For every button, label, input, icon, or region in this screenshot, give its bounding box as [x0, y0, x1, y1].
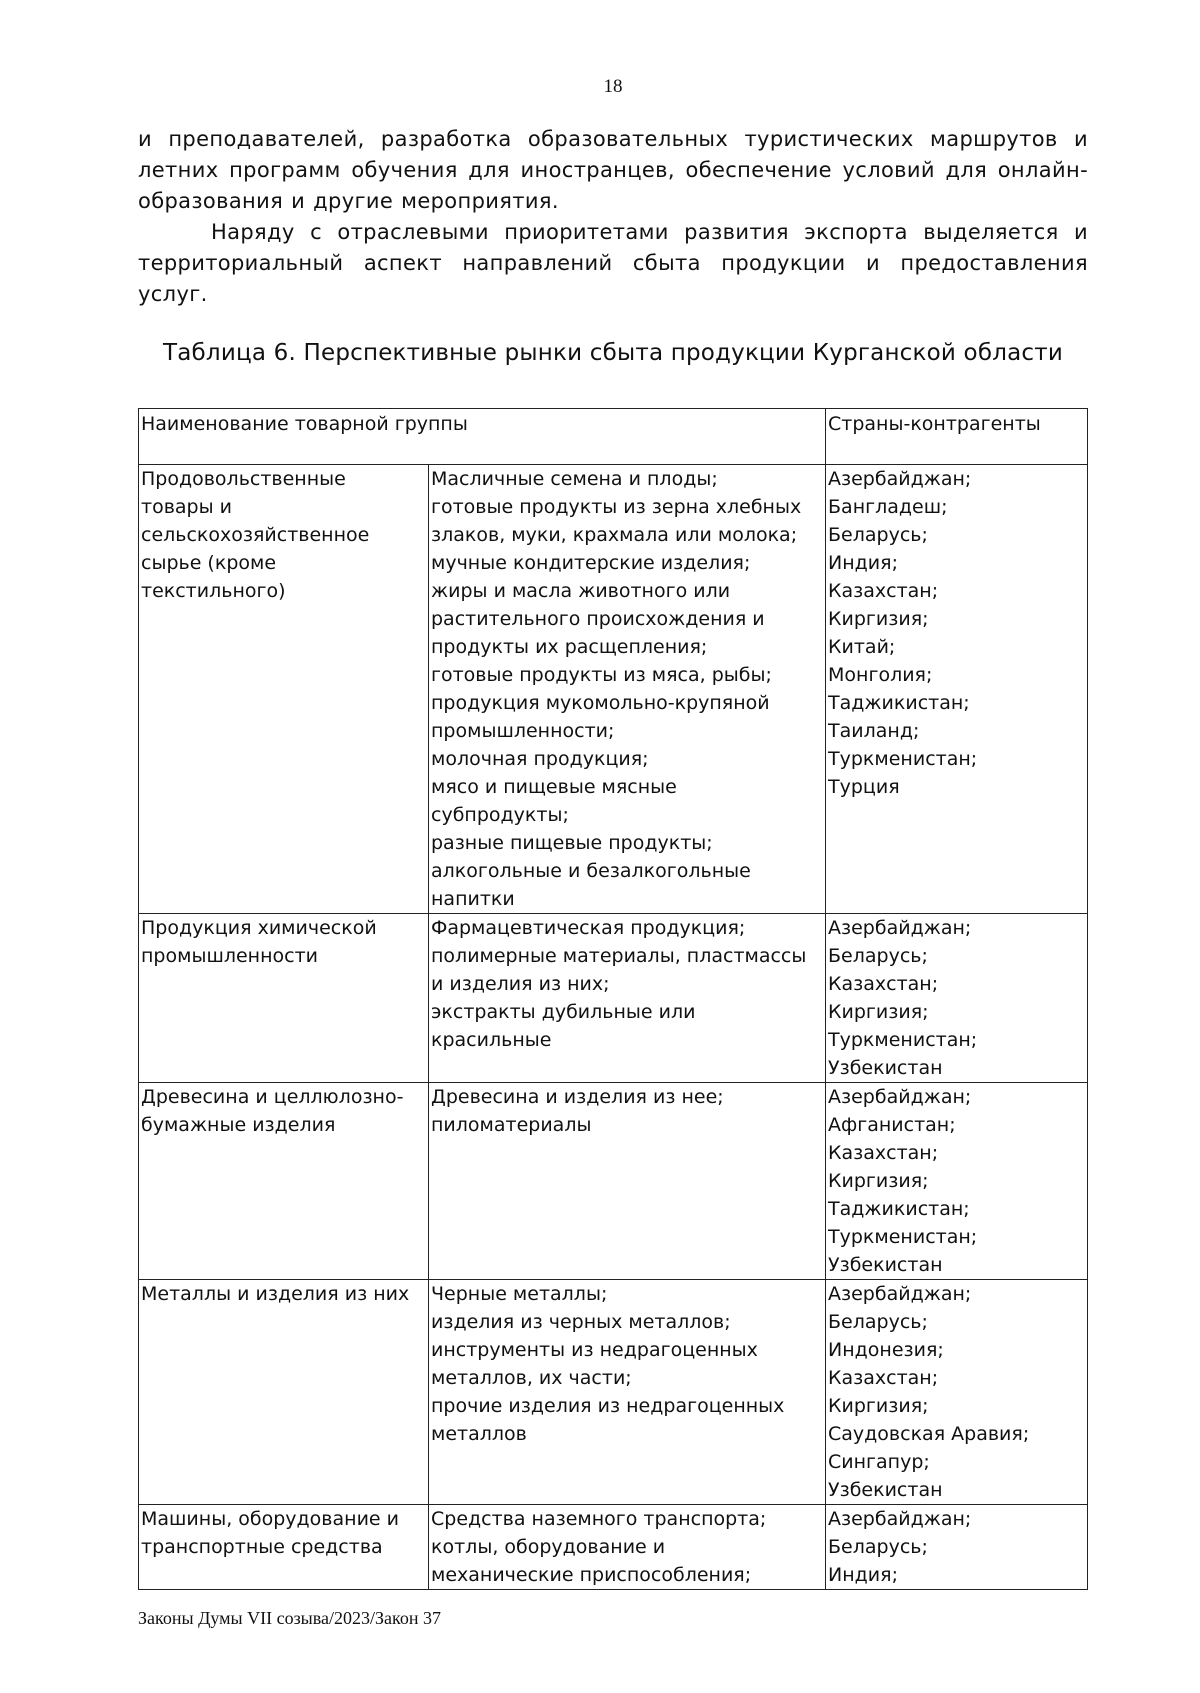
countries-cell: Азербайджан; Бангладеш; Беларусь; Индия; Казахстан; Киргизия; Китай; Монголия; Таджикистан; Таиланд; Туркменистан; Турция: [826, 465, 1088, 914]
table-row: [139, 1280, 1088, 1505]
intro-paragraph-2: Наряду с отраслевыми приоритетами развития экспорта выделяется и территориальный аспект направлений сбыта продукции и предоставления услуг.: [138, 220, 1088, 306]
countries-cell: Азербайджан; Беларусь; Индонезия; Казахстан; Киргизия; Саудовская Аравия; Сингапур; Узбекистан: [826, 1280, 1088, 1505]
countries-cell: Азербайджан; Афганистан; Казахстан; Киргизия; Таджикистан; Туркменистан; Узбекистан: [826, 1083, 1088, 1280]
header-countries: Страны-контрагенты: [826, 409, 1088, 465]
table-caption: Таблица 6. Перспективные рынки сбыта продукции Курганской области: [162, 340, 1063, 366]
markets-table: [138, 408, 1088, 1590]
product-group-cell: Продукция химической промышленности: [139, 914, 429, 1083]
page-number: 18: [603, 76, 623, 97]
products-cell: Черные металлы; изделия из черных металлов; инструменты из недрагоценных металлов, их части; прочие изделия из недрагоценных металлов: [429, 1280, 826, 1505]
document-footer: Законы Думы VII созыва/2023/Закон 37: [138, 1608, 441, 1628]
table-header-row: [139, 409, 1088, 465]
products-cell: Фармацевтическая продукция; полимерные материалы, пластмассы и изделия из них; экстракты дубильные или красильные: [429, 914, 826, 1083]
table-row: [139, 914, 1088, 1083]
table-row: [139, 465, 1088, 914]
product-group-cell: Продовольственные товары и сельскохозяйственное сырье (кроме текстильного): [139, 465, 429, 914]
products-cell: Масличные семена и плоды; готовые продукты из зерна хлебных злаков, муки, крахмала или молока; мучные кондитерские изделия; жиры и масла животного или растительного происхождения и продукты их расщепления; готовые продукты из мяса, рыбы; продукция мукомольно-крупяной промышленности; молочная продукция; мясо и пищевые мясные субпродукты; разные пищевые продукты; алкогольные и безалкогольные напитки: [429, 465, 826, 914]
intro-paragraph-1: и преподавателей, разработка образовательных туристических маршрутов и летних программ обучения для иностранцев, обеспечение условий для онлайн-образования и другие мероприятия.: [138, 127, 1088, 213]
countries-cell: Азербайджан; Беларусь; Индия;: [826, 1505, 1088, 1590]
countries-cell: Азербайджан; Беларусь; Казахстан; Киргизия; Туркменистан; Узбекистан: [826, 914, 1088, 1083]
products-cell: Средства наземного транспорта; котлы, оборудование и механические приспособления;: [429, 1505, 826, 1590]
products-cell: Древесина и изделия из нее; пиломатериалы: [429, 1083, 826, 1280]
markets-table-container: [138, 408, 1087, 1590]
product-group-cell: Древесина и целлюлозно- бумажные изделия: [139, 1083, 429, 1280]
product-group-cell: Металлы и изделия из них: [139, 1280, 429, 1505]
product-group-cell: Машины, оборудование и транспортные средства: [139, 1505, 429, 1590]
intro-text: [138, 124, 1088, 310]
table-row: [139, 1505, 1088, 1590]
table-row: [139, 1083, 1088, 1280]
header-product-group: Наименование товарной группы: [139, 409, 826, 465]
